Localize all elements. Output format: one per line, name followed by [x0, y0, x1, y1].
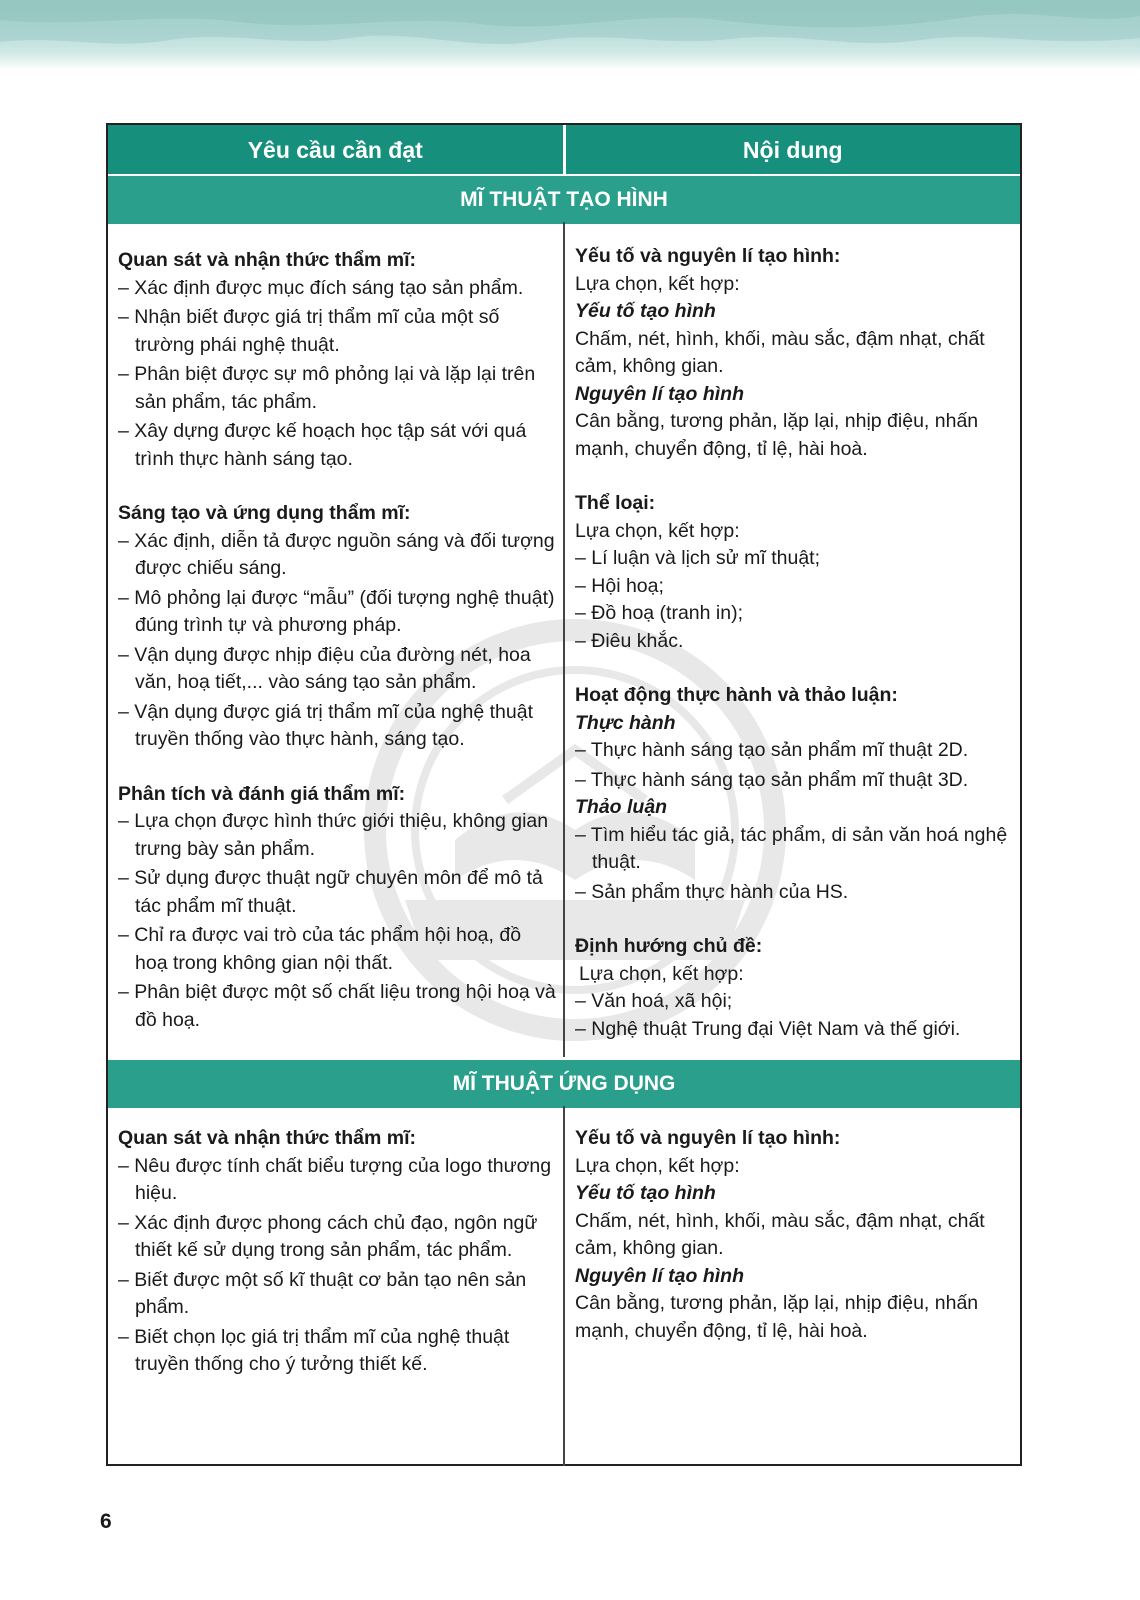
list-item: – Vận dụng được nhịp điệu của đường nét, hoa văn, hoạ tiết,... vào sáng tạo sản phẩm. — [118, 643, 531, 693]
section2-right-column — [575, 1125, 1015, 1345]
subheading: Yếu tố tạo hình — [575, 300, 716, 322]
list-item: – Xác định, diễn tả được nguồn sáng và đối tượng được chiếu sáng. — [118, 529, 555, 579]
section-title-applied-arts: MĨ THUẬT ỨNG DỤNG — [108, 1058, 1020, 1108]
subheading: Nguyên lí tạo hình — [575, 382, 744, 405]
list-item: – Tìm hiểu tác giả, tác phẩm, di sản văn hoá nghệ thuật. — [575, 823, 1008, 873]
list-item: – Điêu khắc. — [575, 629, 684, 652]
list-item: – Phân biệt được một số chất liệu trong hội hoạ và đồ hoạ. — [118, 981, 556, 1031]
page-number: 6 — [100, 1510, 112, 1533]
section1-right-column — [575, 243, 1015, 1043]
list-item: – Biết được một số kĩ thuật cơ bản tạo nên sản phẩm. — [118, 1268, 527, 1318]
list-item: – Thực hành sáng tạo sản phẩm mĩ thuật 2D. — [575, 739, 969, 761]
section2-left-column — [118, 1125, 556, 1379]
list-item: – Lựa chọn được hình thức giới thiệu, không gian trưng bày sản phẩm. — [118, 810, 549, 860]
subheading: Nguyên lí tạo hình — [575, 1264, 744, 1287]
list-item: – Đồ hoạ (tranh in); — [575, 602, 744, 624]
paragraph: Chấm, nét, hình, khối, màu sắc, đậm nhạt, chất cảm, không gian. — [575, 327, 985, 377]
column-divider — [563, 222, 565, 1057]
group-intro: Lựa chọn, kết hợp: — [575, 272, 740, 295]
group-intro: Lựa chọn, kết hợp: — [575, 519, 740, 542]
paragraph: Cân bằng, tương phản, lặp lại, nhịp điệu, nhấn mạnh, chuyển động, tỉ lệ, hài hoà. — [575, 410, 979, 460]
header-requirements: Yêu cầu cần đạt — [108, 125, 566, 176]
group-heading: Quan sát và nhận thức thẩm mĩ: — [118, 249, 417, 271]
subheading: Yếu tố tạo hình — [575, 1182, 716, 1204]
group-heading: Phân tích và đánh giá thẩm mĩ: — [118, 782, 406, 805]
group-intro: Lựa chọn, kết hợp: — [579, 962, 744, 985]
group-heading: Yếu tố và nguyên lí tạo hình: — [575, 1127, 841, 1149]
group-heading: Quan sát và nhận thức thẩm mĩ: — [118, 1127, 417, 1149]
section1-left-column — [118, 247, 556, 1034]
list-item: – Vận dụng được giá trị thẩm mĩ của nghệ thuật truyền thống vào thực hành, sáng tạo. — [118, 700, 534, 750]
group-heading: Thể loại: — [575, 492, 656, 514]
section-title-visual-arts: MĨ THUẬT TẠO HÌNH — [108, 174, 1020, 224]
list-item: – Sử dụng được thuật ngữ chuyên môn để mô tả tác phẩm mĩ thuật. — [118, 867, 543, 917]
list-item: – Nhận biết được giá trị thẩm mĩ của một số trường phái nghệ thuật. — [118, 306, 500, 356]
paragraph: Cân bằng, tương phản, lặp lại, nhịp điệu, nhấn mạnh, chuyển động, tỉ lệ, hài hoà. — [575, 1292, 979, 1342]
decorative-top-band — [0, 0, 1140, 70]
header-content: Nội dung — [742, 137, 843, 163]
list-item: – Văn hoá, xã hội; — [575, 990, 733, 1012]
list-item: – Thực hành sáng tạo sản phẩm mĩ thuật 3D. — [575, 768, 969, 791]
list-item: – Lí luận và lịch sử mĩ thuật; — [575, 547, 821, 569]
group-heading: Yếu tố và nguyên lí tạo hình: — [575, 245, 841, 267]
list-item: – Phân biệt được sự mô phỏng lại và lặp lại trên sản phẩm, tác phẩm. — [118, 363, 536, 413]
list-item: – Nêu được tính chất biểu tượng của logo thương hiệu. — [118, 1154, 552, 1204]
list-item: – Chỉ ra được vai trò của tác phẩm hội hoạ, đồ hoạ trong không gian nội thất. — [118, 924, 522, 974]
group-heading: Sáng tạo và ứng dụng thẩm mĩ: — [118, 502, 411, 524]
list-item: – Hội hoạ; — [575, 574, 664, 597]
subheading: Thảo luận — [575, 796, 668, 818]
list-item: – Mô phỏng lại được “mẫu” (đối tượng nghệ thuật) đúng trình tự và phương pháp. — [118, 586, 555, 636]
list-item: – Nghệ thuật Trung đại Việt Nam và thế giới. — [575, 1017, 961, 1040]
group-heading: Hoạt động thực hành và thảo luận: — [575, 684, 898, 706]
list-item: – Biết chọn lọc giá trị thẩm mĩ của nghệ thuật truyền thống cho ý tưởng thiết kế. — [118, 1325, 510, 1375]
subheading: Thực hành — [575, 711, 676, 734]
list-item: – Sản phẩm thực hành của HS. — [575, 880, 849, 903]
paragraph: Chấm, nét, hình, khối, màu sắc, đậm nhạt, chất cảm, không gian. — [575, 1209, 985, 1259]
list-item: – Xây dựng được kế hoạch học tập sát với quá trình thực hành sáng tạo. — [118, 420, 527, 470]
list-item: – Xác định được phong cách chủ đạo, ngôn ngữ thiết kế sử dụng trong sản phẩm, tác phẩm. — [118, 1211, 538, 1261]
table-header — [108, 125, 1020, 176]
group-intro: Lựa chọn, kết hợp: — [575, 1154, 740, 1177]
curriculum-table — [106, 123, 1022, 1466]
list-item: – Xác định được mục đích sáng tạo sản phẩm. — [118, 276, 524, 299]
column-divider — [563, 1106, 565, 1466]
group-heading: Định hướng chủ đề: — [575, 935, 763, 957]
paper-texture-icon — [0, 0, 1140, 70]
